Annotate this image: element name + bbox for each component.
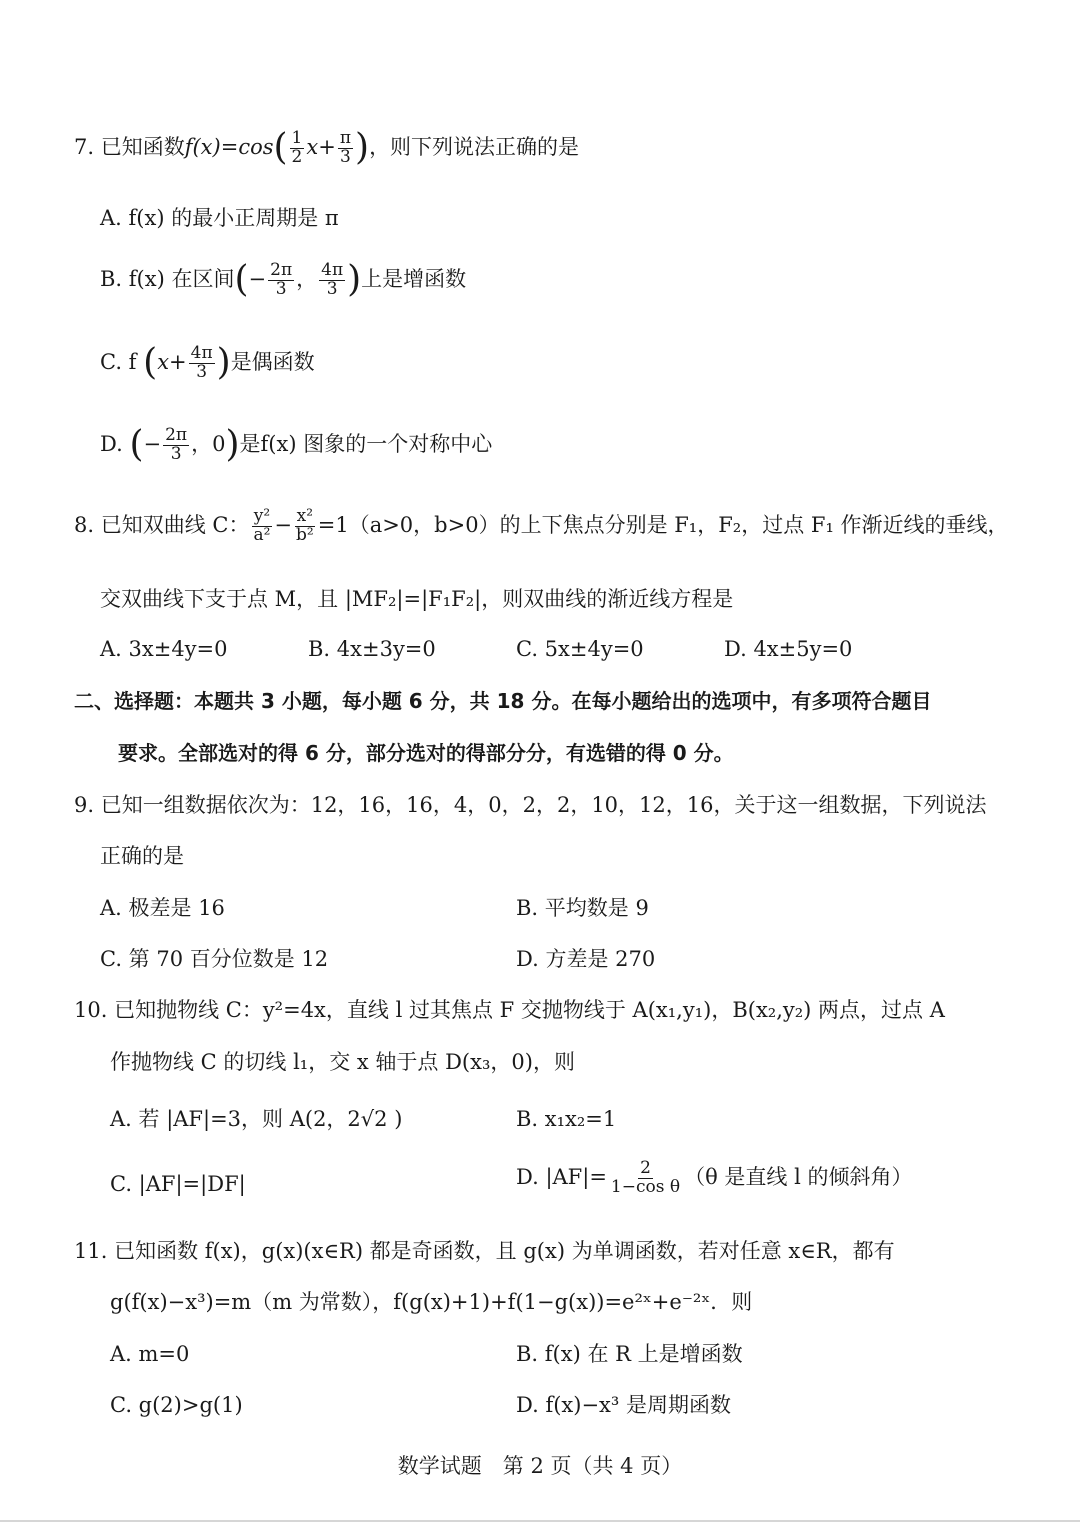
q8-option-d: D. 4x±5y=0 <box>724 637 853 661</box>
q8-stem-line2: 交双曲线下支于点 M，且 |MF₂|=|F₁F₂|，则双曲线的渐近线方程是 <box>100 587 734 611</box>
q7-option-b: B. f(x) 在区间(− $\frac{2\pi}{3}$ ， $\frac{4\pi}{3}$ )上是增函数 <box>100 259 467 301</box>
q7-option-d: D. (− $\frac{2\pi}{3}$ ，0)是f(x) 图象的一个对称中心 <box>100 424 493 466</box>
q7-option-a: A. f(x) 的最小正周期是 π <box>100 206 339 230</box>
q11-stem-line1: 11. 已知函数 f(x)，g(x)(x∈R) 都是奇函数，且 g(x) 为单调函数，若对任意 x∈R，都有 <box>74 1239 895 1263</box>
q9-option-d: D. 方差是 270 <box>516 947 656 971</box>
q7-frac-half: $\frac{1}{2}$ <box>291 128 303 167</box>
q10-option-a: A. 若 |AF|=3，则 A(2，2√2 ) <box>110 1107 403 1131</box>
q9-stem-line1: 9. 已知一组数据依次为：12，16，16，4，0，2，2，10，12，16，关于这一组数据，下列说法 <box>74 793 987 817</box>
q10-option-c: C. |AF|=|DF| <box>110 1172 246 1196</box>
q9-option-c: C. 第 70 百分位数是 12 <box>100 947 329 971</box>
page-footer: 数学试题 第 2 页（共 4 页） <box>397 1454 683 1478</box>
q11-option-c: C. g(2)>g(1) <box>110 1393 243 1417</box>
q10-stem-line2: 作抛物线 C 的切线 l₁，交 x 轴于点 D(x₃，0)，则 <box>110 1050 575 1074</box>
bottom-divider <box>0 1520 1080 1522</box>
q8-option-c: C. 5x±4y=0 <box>516 637 644 661</box>
section2-heading-line2: 要求。全部选对的得 6 分，部分选对的得部分分，有选错的得 0 分。 <box>118 741 734 765</box>
q11-option-a: A. m=0 <box>110 1342 190 1366</box>
q7-function: f(x)=cos <box>184 134 274 159</box>
q8-option-a: A. 3x±4y=0 <box>100 637 228 661</box>
q11-option-b: B. f(x) 在 R 上是增函数 <box>516 1342 743 1366</box>
q7-stem-post: ，则下列说法正确的是 <box>369 134 580 159</box>
q11-stem-line2: g(f(x)−x³)=m（m 为常数），f(g(x)+1)+f(1−g(x))=e²ˣ+e⁻²ˣ．则 <box>110 1290 753 1314</box>
q8-stem: 8. 已知双曲线 C： $\frac{\text{y²}}{\text{a²}}$ − $\frac{\text{x²}}{\text{b²}}$ =1（a>0，b>0）的上下焦点分别是 F₁，F₂，过点 F₁ 作渐近线的垂线， <box>74 506 1009 545</box>
q7-frac-pi3: $\frac{\pi}{3}$ <box>339 128 352 167</box>
q9-option-a: A. 极差是 16 <box>100 896 225 920</box>
q8-option-b: B. 4x±3y=0 <box>308 637 436 661</box>
q9-option-b: B. 平均数是 9 <box>516 896 649 920</box>
q11-option-d: D. f(x)−x³ 是周期函数 <box>516 1393 731 1417</box>
q10-stem-line1: 10. 已知抛物线 C：y²=4x，直线 l 过其焦点 F 交抛物线于 A(x₁,y₁)，B(x₂,y₂) 两点，过点 A <box>74 998 945 1022</box>
section2-heading-line1: 二、选择题：本题共 3 小题，每小题 6 分，共 18 分。在每小题给出的选项中，有多项符合题目 <box>74 689 932 713</box>
q10-option-d: D. |AF|= $\frac{2}{\text{1−cos θ}}$ （θ 是直线 l 的倾斜角） <box>516 1158 913 1197</box>
q7-option-c: C. f (x+ $\frac{4\pi}{3}$ )是偶函数 <box>100 342 315 384</box>
q9-stem-line2: 正确的是 <box>100 844 184 868</box>
q10-option-b: B. x₁x₂=1 <box>516 1107 617 1131</box>
q7-stem: 7. 已知函数f(x)=cos( $\frac{1}{2}$ x+ $\frac{\pi}{3}$ )，则下列说法正确的是 <box>74 127 580 169</box>
q7-stem-pre: 7. 已知函数 <box>74 134 185 159</box>
